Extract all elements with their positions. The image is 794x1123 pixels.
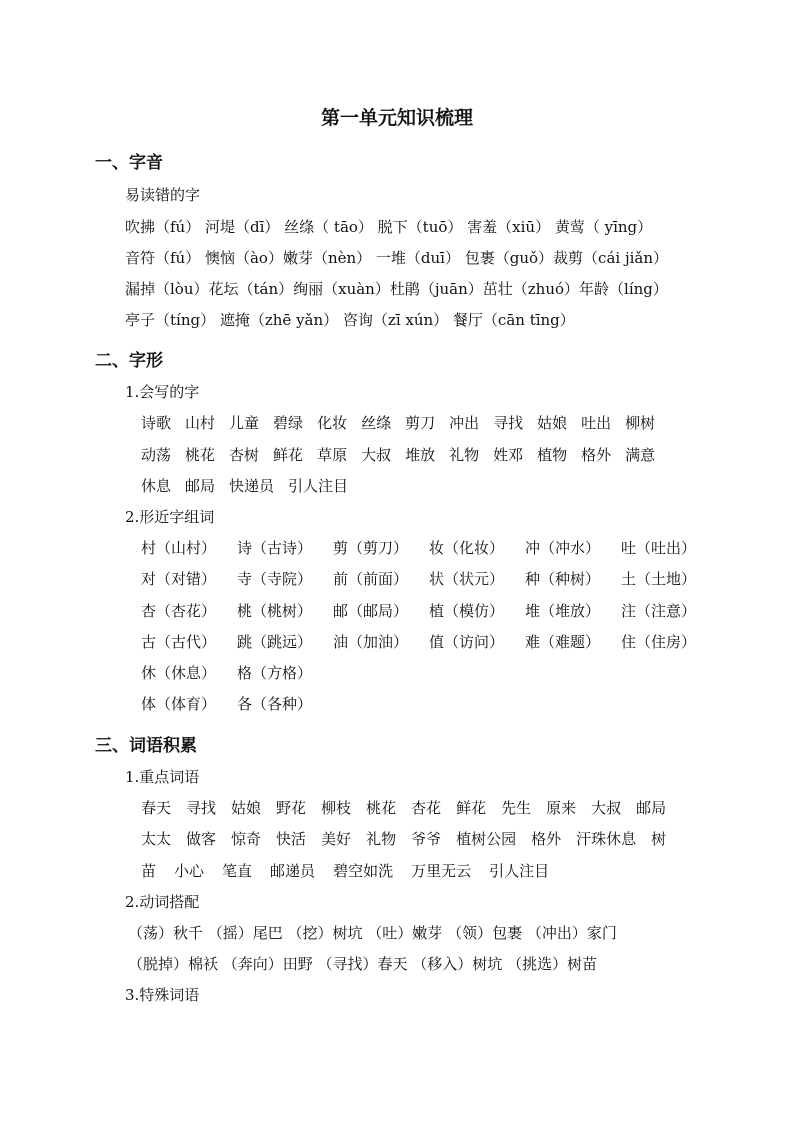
word-row: [141, 445, 724, 465]
section-heading-pronunciation: 一、字音: [95, 153, 163, 173]
key-word: 邮递员: [270, 862, 316, 880]
similar-char: 古（古代）: [141, 633, 217, 651]
similar-char: 住（住房）: [621, 633, 697, 651]
key-word: 鲜花: [456, 799, 487, 817]
similar-char: 各（各种）: [237, 695, 313, 713]
word: 格外: [581, 446, 612, 464]
word: 化妆: [317, 414, 348, 432]
similar-char: 冲（冲水）: [525, 539, 601, 557]
word: 杏树: [229, 446, 260, 464]
similar-char: 村（山村）: [141, 539, 217, 557]
similar-char: 土（土地）: [621, 570, 697, 588]
similar-char: 邮（邮局）: [333, 602, 409, 620]
verb-pair-line: （脱掉）棉袄 （奔向）田野 （寻找）春天 （移入）树坑 （挑选）树苗: [128, 955, 598, 973]
pronunciation-line: 吹拂（fú） 河堤（dī） 丝绦（ tāo） 脱下（tuō） 害羞（xiū） 黄莺（ yīng）: [125, 218, 653, 236]
section-heading-vocabulary: 三、词语积累: [95, 736, 197, 756]
similar-char: 油（加油）: [333, 633, 409, 651]
similar-char: 休（休息）: [141, 664, 217, 682]
similar-char: 对（对错）: [141, 570, 217, 588]
word: 邮局: [185, 477, 216, 495]
similar-char-row: [141, 569, 724, 589]
subheading-verb-pairs: 2.动词搭配: [125, 893, 200, 911]
key-word: 杏花: [411, 799, 442, 817]
word: 剪刀: [405, 414, 436, 432]
similar-char: 诗（古诗）: [237, 539, 313, 557]
subheading-writable-chars: 1.会写的字: [125, 383, 200, 401]
word: 休息: [141, 477, 172, 495]
similar-char-row: [141, 663, 724, 683]
word: 冲出: [449, 414, 480, 432]
word-row: [141, 476, 724, 496]
key-word: 太太: [141, 830, 172, 848]
key-word: 邮局: [636, 799, 667, 817]
similar-char: 前（前面）: [333, 570, 409, 588]
word: 大叔: [361, 446, 392, 464]
key-word-row: [141, 861, 724, 881]
word: 快递员: [229, 477, 275, 495]
key-word: 先生: [501, 799, 532, 817]
similar-char: 植（模仿）: [429, 602, 505, 620]
similar-char: 难（难题）: [525, 633, 601, 651]
similar-char: 注（注意）: [621, 602, 697, 620]
key-word: 惊奇: [231, 830, 262, 848]
key-word: 美好: [321, 830, 352, 848]
subheading-special-words: 3.特殊词语: [125, 986, 200, 1004]
word: 鲜花: [273, 446, 304, 464]
similar-char: 状（状元）: [429, 570, 505, 588]
word: 姓邓: [493, 446, 524, 464]
key-word: 桃花: [366, 799, 397, 817]
subheading-key-words: 1.重点词语: [125, 768, 200, 786]
word: 礼物: [449, 446, 480, 464]
similar-char: 杏（杏花）: [141, 602, 217, 620]
word: 丝绦: [361, 414, 392, 432]
similar-char-row: [141, 538, 724, 558]
section-heading-char-forms: 二、字形: [95, 351, 163, 371]
word: 草原: [317, 446, 348, 464]
word-row: [141, 413, 724, 433]
pronunciation-line: 音符（fú） 懊恼（ào）嫩芽（nèn） 一堆（duī） 包裹（guǒ）裁剪（cái jiǎn）: [125, 249, 669, 267]
word: 柳树: [625, 414, 656, 432]
key-word-row: [141, 829, 724, 849]
word: 诗歌: [141, 414, 172, 432]
key-word: 柳枝: [321, 799, 352, 817]
page-title: 第一单元知识梳理: [320, 107, 473, 129]
key-word: 原来: [546, 799, 577, 817]
similar-char: 妆（化妆）: [429, 539, 505, 557]
similar-char: 堆（堆放）: [525, 602, 601, 620]
key-word: 快活: [276, 830, 307, 848]
key-word: 碧空如洗: [333, 862, 394, 880]
word: 引人注目: [288, 477, 349, 495]
key-word: 大叔: [591, 799, 622, 817]
key-word: 万里无云: [411, 862, 472, 880]
word: 儿童: [229, 414, 260, 432]
key-word: 春天: [141, 799, 172, 817]
similar-char-row: [141, 601, 724, 621]
pronunciation-line: 漏掉（lòu）花坛（tán）绚丽（xuàn）杜鹃（juān）茁壮（zhuó）年龄（líng）: [125, 280, 668, 298]
similar-char: 值（访问）: [429, 633, 505, 651]
similar-char-row: [141, 632, 724, 652]
key-word: 苗: [141, 862, 157, 880]
key-word: 礼物: [366, 830, 397, 848]
similar-char: 剪（剪刀）: [333, 539, 409, 557]
pronunciation-line: 亭子（tíng） 遮掩（zhē yǎn） 咨询（zī xún） 餐厅（cān tīng）: [125, 311, 575, 329]
similar-char: 寺（寺院）: [237, 570, 313, 588]
similar-char: 格（方格）: [237, 664, 313, 682]
subheading-similar-chars: 2.形近字组词: [125, 508, 215, 526]
word: 吐出: [581, 414, 612, 432]
word: 山村: [185, 414, 216, 432]
similar-char: 体（体育）: [141, 695, 217, 713]
similar-char: 种（种树）: [525, 570, 601, 588]
key-word: 格外: [531, 830, 562, 848]
similar-char: 吐（吐出）: [621, 539, 697, 557]
key-word: 野花: [276, 799, 307, 817]
similar-char: 跳（跳远）: [237, 633, 313, 651]
word: 寻找: [493, 414, 524, 432]
key-word-row: [141, 798, 724, 818]
key-word: 爷爷: [411, 830, 442, 848]
key-word: 引人注目: [489, 862, 550, 880]
subheading-misread-chars: 易读错的字: [125, 186, 201, 204]
key-word: 树: [651, 830, 667, 848]
key-word: 笔直: [222, 862, 253, 880]
word: 满意: [625, 446, 656, 464]
word: 植物: [537, 446, 568, 464]
key-word: 植树公园: [456, 830, 517, 848]
key-word: 小心: [174, 862, 205, 880]
key-word: 做客: [186, 830, 217, 848]
word: 桃花: [185, 446, 216, 464]
verb-pair-line: （荡）秋千 （摇）尾巴 （挖）树坑 （吐）嫩芽 （领）包裹 （冲出）家门: [128, 924, 617, 942]
key-word: 姑娘: [231, 799, 262, 817]
word: 姑娘: [537, 414, 568, 432]
similar-char-row: [141, 694, 724, 714]
similar-char: 桃（桃树）: [237, 602, 313, 620]
key-word: 汗珠休息: [576, 830, 637, 848]
word: 动荡: [141, 446, 172, 464]
word: 堆放: [405, 446, 436, 464]
word: 碧绿: [273, 414, 304, 432]
key-word: 寻找: [186, 799, 217, 817]
